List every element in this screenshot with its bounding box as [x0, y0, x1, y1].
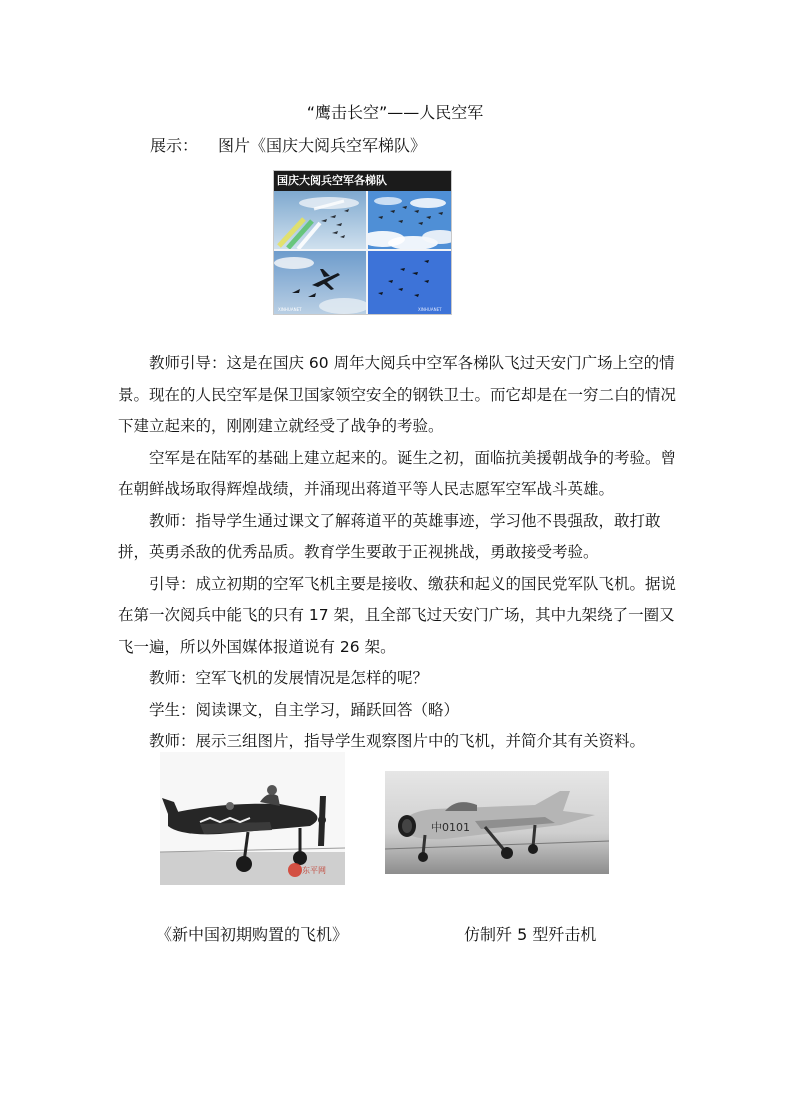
photo1-watermark: 东平网	[302, 866, 326, 875]
paragraph-first-parade: 引导：成立初期的空军飞机主要是接收、缴获和起义的国民党军队飞机。据说在第一次阅兵中能飞的只有 17 架，且全部飞过天安门广场，其中九架绕了一圈又飞一遍，所以外国媒体报道说有 26 架。	[118, 574, 677, 656]
collage-panel-fighters	[368, 251, 451, 314]
collage-panel-bomber	[274, 251, 366, 314]
j5-fighter-photo	[385, 771, 609, 874]
paragraph-teacher-guide: 教师引导：这是在国庆 60 周年大阅兵中空军各梯队飞过天安门广场上空的情景。现在的人民空军是保卫国家领空安全的钢铁卫士。而它却是在一穷二白的情况下建立起来的，刚刚建立就经受了战争的考验。	[118, 354, 677, 435]
collage-panel-smoke-trails	[274, 191, 366, 249]
caption-j5-fighter: 仿制歼 5 型歼击机	[464, 925, 597, 944]
page-title: “鹰击长空”——人民空军	[306, 103, 484, 122]
paragraph-show-pictures: 教师：展示三组图片，指导学生观察图片中的飞机，并简介其有关资料。	[149, 732, 646, 750]
show-item: 图片《国庆大阅兵空军梯队》	[218, 136, 427, 155]
paragraph-student-answer: 学生：阅读课文，自主学习，踊跃回答（略）	[149, 700, 460, 719]
paragraph-hero-study: 教师：指导学生通过课文了解蒋道平的英雄事迹，学习他不畏强敌，敢打敢拼，英勇杀敌的优秀品质。教育学生要敢于正视挑战，勇敢接受考验。	[118, 511, 661, 561]
parade-collage-image	[273, 170, 452, 315]
tail-number: 中0101	[431, 821, 470, 834]
paragraph-air-force-origin: 空军是在陆军的基础上建立起来的。诞生之初，面临抗美援朝战争的考验。曾在朝鲜战场取得辉煌战绩，并涌现出蒋道平等人民志愿军空军战斗英雄。	[118, 448, 677, 498]
show-line	[150, 133, 426, 156]
show-label: 展示：	[150, 136, 199, 155]
collage-title: 国庆大阅兵空军各梯队	[274, 171, 451, 191]
early-aircraft-photo	[160, 752, 345, 885]
lesson-body	[118, 348, 678, 758]
paragraph-teacher-question: 教师：空军飞机的发展情况是怎样的呢？	[149, 669, 429, 687]
caption-early-aircraft: 《新中国初期购置的飞机》	[156, 925, 349, 944]
collage-panel-formation	[368, 191, 451, 249]
collage-watermark-right: XINHUANET	[418, 307, 442, 312]
collage-watermark-left: XINHUANET	[278, 307, 302, 312]
